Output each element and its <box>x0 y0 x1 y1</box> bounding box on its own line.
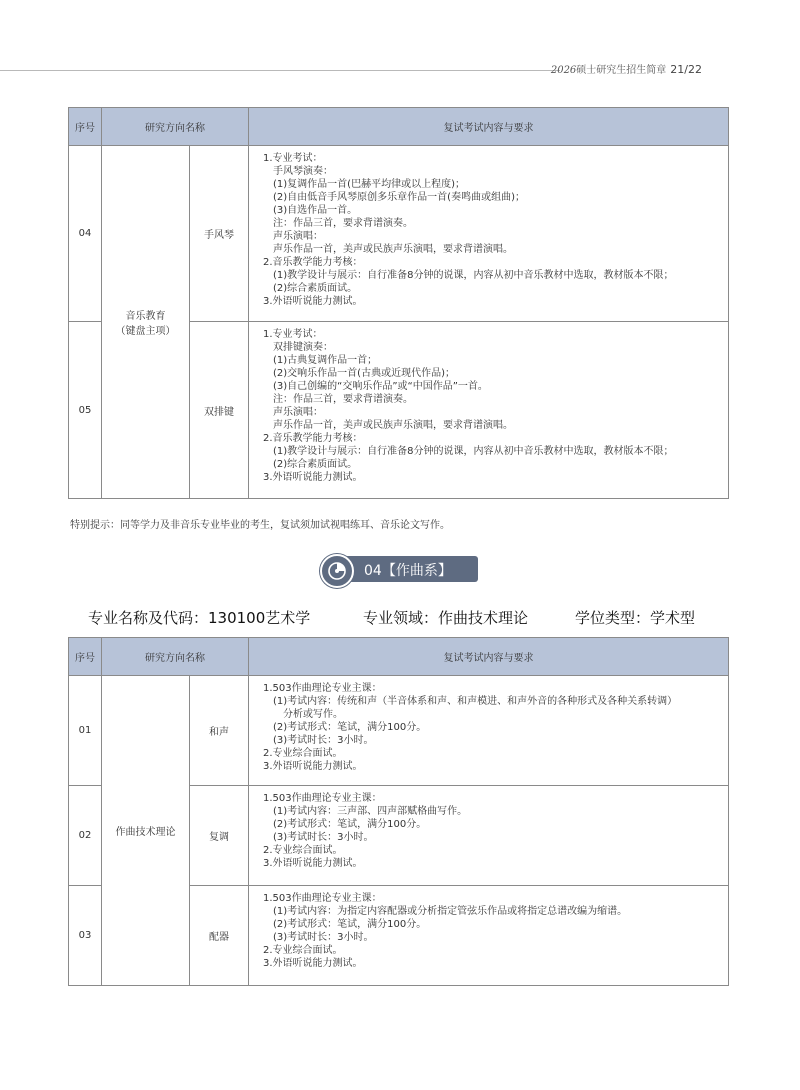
row-no: 04 <box>69 146 102 322</box>
req-line: (3)考试时长：3小时。 <box>273 832 374 843</box>
req-line: (2)交响乐作品一首(古典或近现代作品)； <box>273 368 455 379</box>
req-line: 声乐作品一首，美声或民族声乐演唱，要求背谱演唱。 <box>273 244 513 255</box>
row-no: 01 <box>69 676 102 786</box>
req-line: 注：作品三首，要求背谱演奏。 <box>273 394 413 405</box>
sub-direction: 手风琴 <box>190 146 249 322</box>
row-no: 05 <box>69 322 102 499</box>
sub-direction: 复调 <box>190 786 249 886</box>
req-line: (1)复调作品一首(巴赫平均律或以上程度)； <box>273 179 465 190</box>
major-field: 专业领域：作曲技术理论 <box>363 609 529 627</box>
header-direction: 研究方向名称 <box>102 638 249 676</box>
req-line: (2)综合素质面试。 <box>273 283 358 294</box>
direction-name: 音乐教育 <box>125 311 166 322</box>
req-line: (3)考试时长：3小时。 <box>273 735 374 746</box>
req-line: (1)教学设计与展示：自行准备8分钟的说课，内容从初中音乐教材中选取，教材版本不限； <box>273 446 674 457</box>
table-row <box>69 676 729 786</box>
req-line: 1.专业考试： <box>263 153 323 164</box>
header-title: 硕士研究生招生简章 <box>576 65 667 76</box>
direction-sub: （键盘主项） <box>115 326 176 337</box>
req-line: 2.音乐教学能力考核： <box>263 257 363 268</box>
table-row <box>69 146 729 322</box>
req-line: 2.音乐教学能力考核： <box>263 433 363 444</box>
req-line: (1)教学设计与展示：自行准备8分钟的说课，内容从初中音乐教材中选取，教材版本不限； <box>273 270 674 281</box>
req-line: 2.专业综合面试。 <box>263 845 343 856</box>
section-badge <box>320 555 478 583</box>
req-line: 注：作品三首，要求背谱演奏。 <box>273 218 413 229</box>
music-disc-icon <box>320 554 354 588</box>
header-year: 2026 <box>550 65 577 76</box>
req-line: (1)考试内容：为指定内容配器或分析指定管弦乐作品或将指定总谱改编为缩谱。 <box>273 906 628 917</box>
requirements-cell <box>249 676 729 786</box>
requirements-cell <box>249 322 729 499</box>
header-direction: 研究方向名称 <box>102 108 249 146</box>
requirements-cell <box>249 886 729 986</box>
req-line: 分析或写作。 <box>283 709 343 720</box>
req-line: (2)综合素质面试。 <box>273 459 358 470</box>
req-line: (1)考试内容：三声部、四声部赋格曲写作。 <box>273 806 468 817</box>
header-requirements: 复试考试内容与要求 <box>249 108 729 146</box>
req-line: (3)考试时长：3小时。 <box>273 932 374 943</box>
requirements-cell <box>249 146 729 322</box>
degree-type: 学位类型：学术型 <box>575 609 696 627</box>
req-line: 1.503作曲理论专业主课： <box>263 893 382 904</box>
req-line: 1.503作曲理论专业主课： <box>263 793 382 804</box>
header-no: 序号 <box>69 108 102 146</box>
direction-name: 作曲技术理论 <box>102 676 190 986</box>
req-line: 3.外语听说能力测试。 <box>263 472 363 483</box>
major-name-code: 专业名称及代码：130100艺术学 <box>88 609 311 627</box>
row-no: 02 <box>69 786 102 886</box>
section-title: 04【作曲系】 <box>364 563 452 579</box>
running-header <box>551 61 702 76</box>
req-line: 声乐演唱： <box>273 231 323 242</box>
req-line: 手风琴演奏： <box>273 166 333 177</box>
req-line: 1.503作曲理论专业主课： <box>263 683 382 694</box>
req-line: 双排键演奏： <box>273 342 333 353</box>
req-line: (2)考试形式：笔试，满分100分。 <box>273 819 427 830</box>
retest-table-composition <box>68 637 729 986</box>
sub-direction: 双排键 <box>190 322 249 499</box>
req-line: (1)古典复调作品一首； <box>273 355 378 366</box>
header-rule <box>0 70 560 71</box>
header-no: 序号 <box>69 638 102 676</box>
direction-cell <box>102 146 190 499</box>
special-note: 特别提示：同等学力及非音乐专业毕业的考生，复试须加试视唱练耳、音乐论文写作。 <box>70 520 450 531</box>
row-no: 03 <box>69 886 102 986</box>
req-line: 声乐作品一首，美声或民族声乐演唱，要求背谱演唱。 <box>273 420 513 431</box>
req-line: 2.专业综合面试。 <box>263 945 343 956</box>
page-number: 21/22 <box>670 63 702 76</box>
req-line: (2)考试形式：笔试，满分100分。 <box>273 722 427 733</box>
req-line: 1.专业考试： <box>263 329 323 340</box>
req-line: (1)考试内容：传统和声（半音体系和声、和声模进、和声外音的各种形式及各种关系转调） <box>273 696 678 707</box>
req-line: (3)自己创编的“交响乐作品”或“中国作品”一首。 <box>273 381 488 392</box>
req-line: (3)自选作品一首。 <box>273 205 358 216</box>
retest-table-music-education <box>68 107 729 499</box>
sub-direction: 和声 <box>190 676 249 786</box>
header-requirements: 复试考试内容与要求 <box>249 638 729 676</box>
req-line: (2)自由低音手风琴原创多乐章作品一首(奏鸣曲或组曲)； <box>273 192 525 203</box>
req-line: 3.外语听说能力测试。 <box>263 858 363 869</box>
req-line: 3.外语听说能力测试。 <box>263 958 363 969</box>
req-line: 2.专业综合面试。 <box>263 748 343 759</box>
req-line: 声乐演唱： <box>273 407 323 418</box>
sub-direction: 配器 <box>190 886 249 986</box>
req-line: (2)考试形式：笔试，满分100分。 <box>273 919 427 930</box>
req-line: 3.外语听说能力测试。 <box>263 761 363 772</box>
requirements-cell <box>249 786 729 886</box>
req-line: 3.外语听说能力测试。 <box>263 296 363 307</box>
